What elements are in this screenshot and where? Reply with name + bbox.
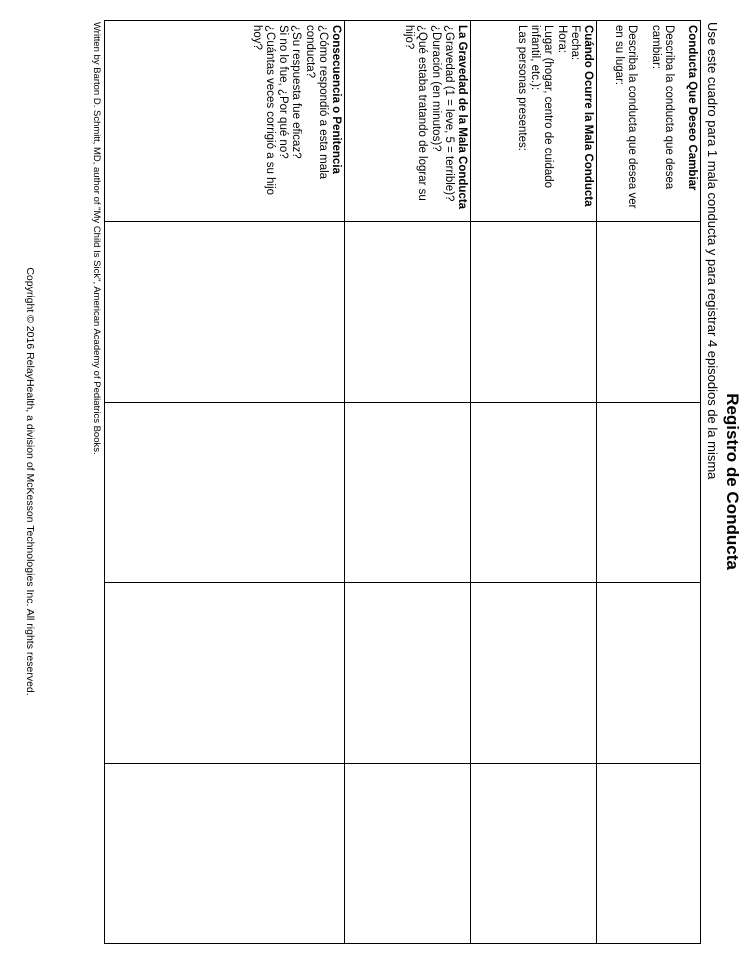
row-prompt: Describa la conducta que desea ver en su lugar: [613,25,639,209]
episode-cell-1[interactable] [471,222,597,403]
row-prompt: ¿Cuántas veces corrigió a su hijo hoy? [250,25,276,196]
episode-cell-2[interactable] [471,402,597,583]
episode-cell-4[interactable] [345,763,471,944]
episode-cell-4[interactable] [471,763,597,944]
episode-cell-3[interactable] [471,583,597,764]
row-label-cell [345,21,471,222]
episode-cell-4[interactable] [597,763,701,944]
row-heading: La Gravedad de la Mala Conducta [456,25,468,210]
row-prompt: Fecha: [568,25,581,61]
copyright-notice: Copyright © 2016 RelayHealth, a division of McKesson Technologies Inc. All rights reserved. [24,267,36,696]
row-label-cell [471,21,597,222]
row-prompt: ¿Cómo respondió a esta mala conducta? [303,25,329,180]
page-subtitle: Use este cuadro para 1 mala conducta y para registrar 4 episodios de la misma [705,22,720,480]
row-prompt: ¿Su respuesta fue eficaz? [290,25,303,159]
row-heading: Consecuencia o Penitencia [330,25,342,174]
row-label-cell [597,21,701,222]
table-row-desired-behavior [597,21,701,944]
row-prompt: ¿Qué estaba tratando de lograr su hijo? [403,25,429,201]
episode-cell-3[interactable] [105,583,345,764]
episode-cell-3[interactable] [597,583,701,764]
row-heading: Cuándo Ocurre la Mala Conducta [582,25,594,207]
episode-cell-3[interactable] [345,583,471,764]
episode-cell-1[interactable] [597,222,701,403]
row-prompt: Lugar (hogar, centro de cuidado infantil, etc.): [529,25,555,189]
episode-cell-1[interactable] [345,222,471,403]
behavior-record-table [104,20,701,944]
episode-cell-2[interactable] [345,402,471,583]
episode-cell-2[interactable] [597,402,701,583]
row-prompt: ¿Duración (en minutos)? [429,25,442,152]
row-prompt: Hora: [555,25,568,54]
table-row-severity [345,21,471,944]
author-footnote: Written by Barton D. Schmitt, MD, author of "My Child Is Sick", American Academy of Pediatrics Books. [91,22,102,455]
table-row-when [471,21,597,944]
row-prompt: ¿Gravedad (1 = leve, 5 = terrible)? [442,25,455,202]
row-label-cell [105,21,345,222]
row-prompt: Las personas presentes: [515,25,528,151]
table-row-consequence [105,21,345,944]
row-prompt: Si no lo fue, ¿Por qué no? [277,25,290,159]
row-prompt: Describa la conducta que desea cambiar: [649,25,675,190]
episode-cell-4[interactable] [105,763,345,944]
row-heading: Conducta Que Deseo Cambiar [686,25,698,191]
episode-cell-1[interactable] [105,222,345,403]
page-title: Registro de Conducta [723,393,742,570]
episode-cell-2[interactable] [105,402,345,583]
